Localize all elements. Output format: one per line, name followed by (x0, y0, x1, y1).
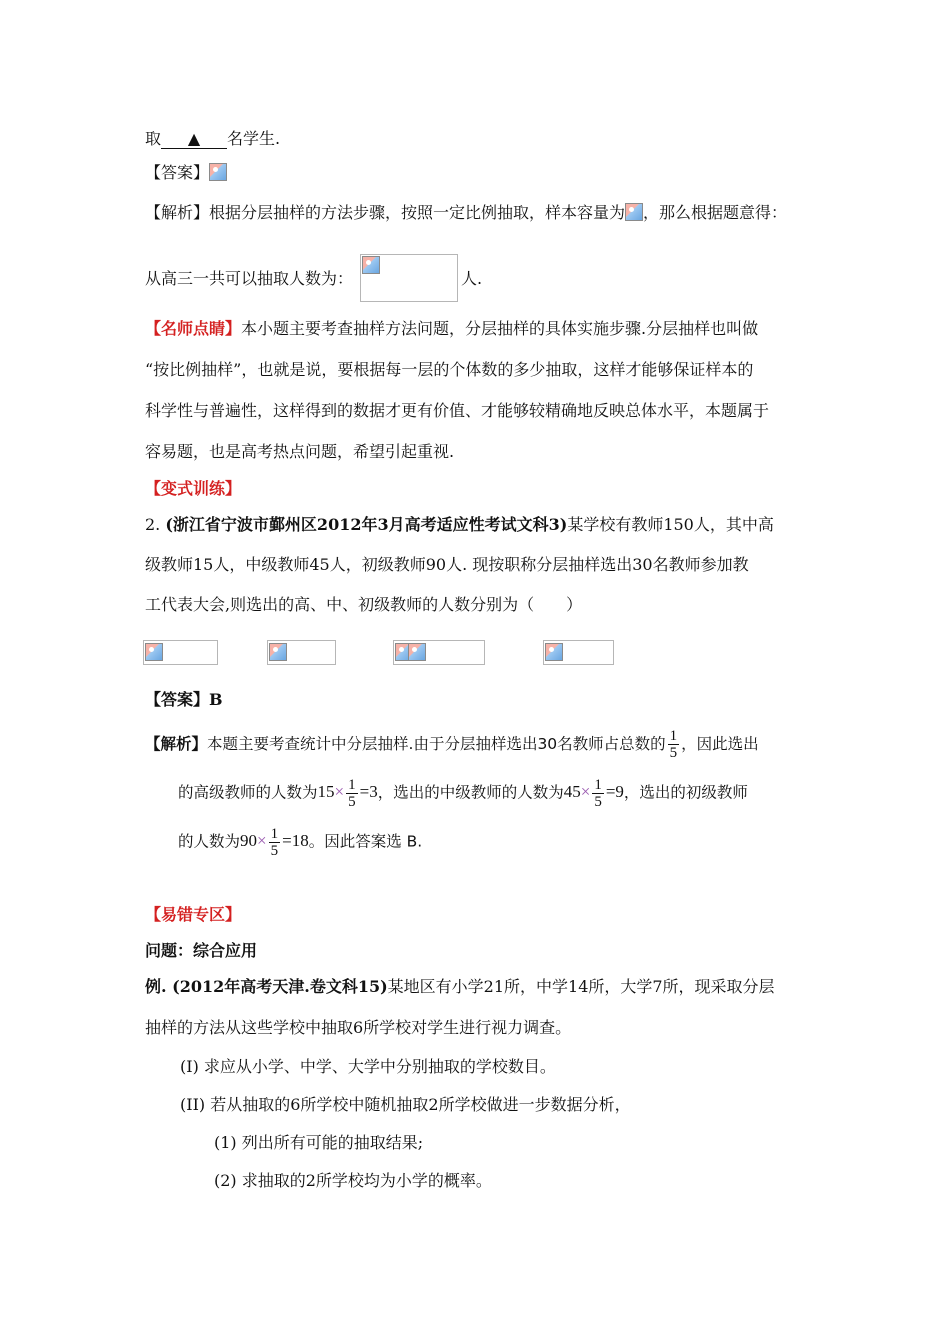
times-sign: × (257, 831, 267, 851)
broken-image-icon (269, 643, 287, 661)
q2-line-2 (145, 554, 749, 576)
teacher-line-3 (145, 400, 769, 422)
example-part-ii-text: (II) 若从抽取的6所学校中随机抽取2所学校做进一步数据分析， (180, 1095, 631, 1114)
expr-result: =9 (605, 782, 624, 802)
teacher-text-2: “按比例抽样”，也就是说，要根据每一层的个体数的多少抽取，这样才能够保证样本的 (145, 360, 754, 379)
variant-heading: 【变式训练】 (145, 479, 242, 498)
expression-senior (317, 777, 378, 810)
answer-line-1 (145, 162, 227, 184)
blank-line (145, 128, 280, 150)
example-line-1 (145, 976, 775, 998)
teacher-line-2 (145, 359, 753, 381)
analysis2-line-3 (178, 826, 422, 859)
q2-line-1 (145, 514, 774, 536)
analysis2-text-2c: ，选出的初级教师 (623, 783, 748, 802)
example-lead: 例. (2012年高考天津.卷文科15) (145, 977, 388, 996)
teacher-text-4: 容易题，也是高考热点问题，希望引起重视. (145, 442, 455, 461)
high3-line (145, 268, 353, 290)
expr-value: 45 (563, 782, 581, 802)
broken-image-icon (408, 643, 426, 661)
example-part-i-text: (I) 求应从小学、中学、大学中分别抽取的学校数目。 (180, 1057, 556, 1076)
analysis-label: 【解析】 (145, 735, 208, 753)
expression-middle (563, 777, 624, 810)
teacher-text-3: 科学性与普遍性，这样得到的数据才更有价值、才能够较精确地反映总体水平，本题属于 (145, 401, 770, 420)
example-sub-1 (214, 1132, 423, 1154)
answer-label: 【答案】 (145, 690, 210, 709)
option-d-image (543, 640, 614, 665)
example-text-1: 某地区有小学21所，中学14所，大学7所，现采取分层 (387, 977, 775, 996)
analysis-text: 根据分层抽样的方法步骤，按照一定比例抽取，样本容量为 (209, 203, 626, 222)
q2-line-3 (145, 594, 582, 616)
analysis-label: 【解析】 (145, 203, 210, 222)
analysis2-text-2b: ，选出的中级教师的人数为 (377, 783, 564, 802)
answer-label: 【答案】 (145, 163, 210, 182)
option-a-image (143, 640, 218, 665)
fraction-denominator: 5 (270, 843, 279, 859)
broken-image-icon (209, 163, 227, 181)
broken-image-icon (545, 643, 563, 661)
example-sub-2-text: (2) 求抽取的2所学校均为小学的概率。 (214, 1171, 492, 1190)
analysis2-line-1 (145, 728, 759, 761)
analysis2-text-2a: 的高级教师的人数为 (178, 783, 318, 802)
fraction-numerator: 1 (594, 777, 602, 793)
text-students: 名学生. (227, 129, 281, 148)
expr-value: 15 (317, 782, 335, 802)
analysis2-text-1a: 本题主要考查统计中分层抽样.由于分层抽样选出30名教师占总数的 (207, 735, 666, 753)
high3-unit: 人. (461, 269, 483, 288)
times-sign: × (580, 782, 591, 802)
analysis2-text-3a: 的人数为 (178, 832, 241, 851)
high3-text: 从高三一共可以抽取人数为： (145, 269, 354, 288)
answer-line-2 (145, 689, 223, 711)
q2-text-2: 级教师15人，中级教师45人，初级教师90人. 现按职称分层抽样选出30名教师参加教 (145, 555, 749, 574)
q2-source: (浙江省宁波市鄞州区2012年3月高考适应性考试文科3) (165, 515, 568, 534)
text-take: 取 (145, 129, 162, 148)
errors-heading: 【易错专区】 (145, 905, 242, 924)
example-sub-1-text: (1) 列出所有可能的抽取结果; (214, 1133, 424, 1152)
answer-blank: ▲ (161, 130, 227, 149)
expr-value: 90 (240, 831, 258, 851)
fraction-numerator: 1 (669, 728, 678, 744)
q2-number: 2. (145, 515, 161, 534)
answer-value: B (209, 690, 223, 709)
example-part-ii (180, 1094, 631, 1116)
fraction (346, 777, 358, 810)
times-sign: × (334, 782, 345, 802)
formula-image-placeholder (360, 254, 458, 302)
teacher-text-1: 本小题主要考查抽样方法问题，分层抽样的具体实施步骤.分层抽样也叫做 (241, 319, 759, 338)
fraction-denominator: 5 (348, 794, 356, 810)
q2-text-1: 某学校有教师150人，其中高 (567, 515, 774, 534)
option-b-image (267, 640, 336, 665)
q2-text-3: 工代表大会,则选出的高、中、初级教师的人数分别为（ ） (145, 595, 583, 614)
teacher-line-4 (145, 441, 454, 463)
example-sub-2 (214, 1170, 492, 1192)
teacher-line-1 (145, 318, 758, 340)
fraction-denominator: 5 (669, 745, 678, 761)
problem-heading: 问题：综合应用 (145, 941, 258, 960)
analysis2-text-1b: ，因此选出 (681, 735, 759, 753)
expression-junior (240, 826, 309, 859)
fraction (592, 777, 604, 810)
fraction (269, 826, 281, 859)
broken-image-icon (145, 643, 163, 661)
analysis-tail: ，那么根据题意得： (643, 203, 788, 222)
fraction (668, 728, 680, 761)
fraction-numerator: 1 (270, 826, 279, 842)
fraction-numerator: 1 (348, 777, 356, 793)
analysis2-line-2 (178, 777, 748, 810)
expr-result: =3 (359, 782, 378, 802)
broken-image-icon (362, 256, 380, 274)
example-text-2: 抽样的方法从这些学校中抽取6所学校对学生进行视力调查。 (145, 1018, 572, 1037)
analysis-line-1 (145, 202, 787, 224)
analysis2-text-3b: 。因此答案选 B. (308, 832, 423, 851)
example-line-2 (145, 1017, 571, 1039)
teacher-label: 【名师点睛】 (145, 319, 242, 338)
high3-tail (461, 268, 482, 290)
broken-image-icon (625, 203, 643, 221)
example-part-i (180, 1056, 556, 1078)
expr-result: =18 (282, 831, 309, 851)
option-c-image (393, 640, 485, 665)
fraction-denominator: 5 (594, 794, 602, 810)
